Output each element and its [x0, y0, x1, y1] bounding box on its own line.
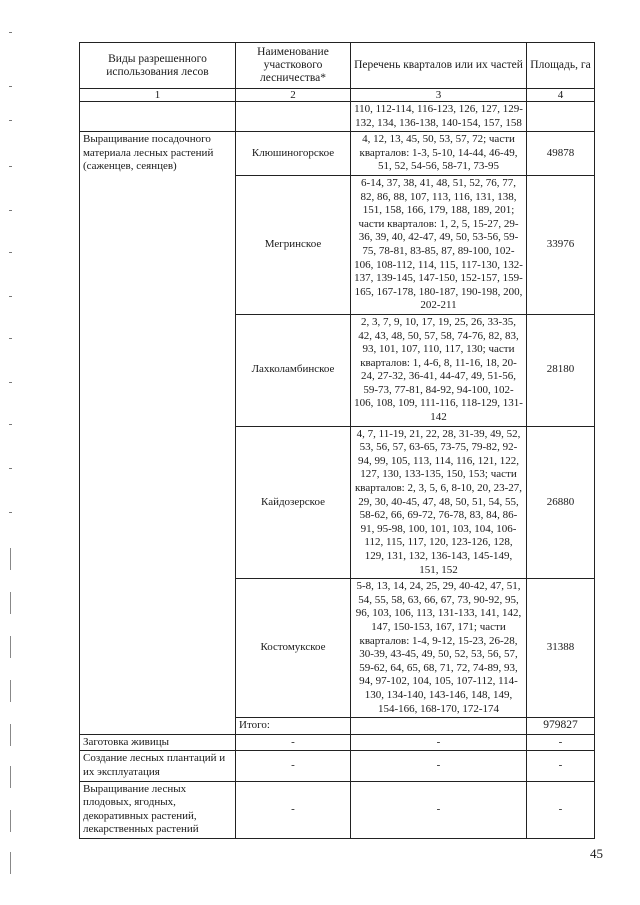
- column-number: 2: [236, 89, 351, 102]
- table-header-row: [80, 43, 595, 89]
- area-cell: -: [527, 734, 595, 751]
- table-row: [80, 132, 595, 176]
- scan-mark: [9, 338, 12, 339]
- use-cell: [80, 102, 236, 132]
- use-type-cell: Заготовка живицы: [80, 734, 236, 751]
- area-cell: -: [527, 781, 595, 838]
- column-number: 3: [351, 89, 527, 102]
- area-cell: 26880: [527, 426, 595, 579]
- forestry-cell: Клюшиногорское: [236, 132, 351, 176]
- total-area: 979827: [527, 718, 595, 735]
- column-number: 1: [80, 89, 236, 102]
- table-row: [80, 781, 595, 838]
- quarters-cell: 6-14, 37, 38, 41, 48, 51, 52, 76, 77, 82, 86, 88, 107, 113, 116, 131, 138, 151, 158, 166, 179, 188, 189, 201; части кварталов: 1, 2, 5, 15-27, 29-36, 39, 40, 42-47, 49, 50, 53-56, 59-75, 78-81, 83-85, 87, 89-100, 102-106, 108-112, 114, 115, 117-130, 132-137, 139-145, 147-150, 152-157, 159-165, 167-178, 180-187, 190-198, 200, 202-211: [351, 175, 527, 314]
- scan-mark: [9, 468, 12, 469]
- total-empty-cell: [351, 718, 527, 735]
- forestry-cell: -: [236, 751, 351, 781]
- header-quarters-list: Перечень кварталов или их частей: [351, 43, 527, 89]
- area-cell: 28180: [527, 314, 595, 426]
- scan-mark: [9, 424, 12, 425]
- forestry-cell: Кайдозерское: [236, 426, 351, 579]
- scan-mark: [9, 120, 12, 121]
- header-use-types: Виды разрешенного использования лесов: [80, 43, 236, 89]
- scan-mark: [10, 548, 11, 570]
- page-number: 45: [590, 846, 603, 861]
- column-number: 4: [527, 89, 595, 102]
- quarters-cell: -: [351, 781, 527, 838]
- quarters-cell: 4, 7, 11-19, 21, 22, 28, 31-39, 49, 52, 53, 56, 57, 63-65, 73-75, 79-82, 92-94, 99, 105, 113, 114, 116, 121, 122, 127, 130, 133-135, 150, 153; части кварталов: 2, 3, 5, 6, 8-10, 20, 23-27, 29, 30, 40-45, 47, 48, 50, 51, 54, 55, 58-62, 66, 69-72, 76-78, 83, 84, 86-91, 95-98, 100, 101, 103, 104, 106-112, 115, 117, 120, 123-126, 128, 129, 131, 132, 136-143, 145-149, 151, 152: [351, 426, 527, 579]
- scan-mark: [9, 512, 12, 513]
- area-cell: 31388: [527, 579, 595, 718]
- scan-mark: [10, 592, 11, 614]
- forestry-cell: -: [236, 734, 351, 751]
- scan-mark: [10, 636, 11, 658]
- quarters-cell: 110, 112-114, 116-123, 126, 127, 129-132, 134, 136-138, 140-154, 157, 158: [351, 102, 527, 132]
- forest-use-table: [79, 42, 595, 839]
- scan-mark: [9, 296, 12, 297]
- quarters-cell: 2, 3, 7, 9, 10, 17, 19, 25, 26, 33-35, 42, 43, 48, 50, 57, 58, 74-76, 82, 83, 93, 101, 107, 110, 117, 130; части кварталов: 1, 4-6, 8, 11-16, 18, 20-24, 27-32, 36-41, 44-47, 49, 51-56, 59-73, 77-81, 84-92, 94-100, 102-106, 108, 109, 111-116, 118-129, 131-142: [351, 314, 527, 426]
- table-row-continuation: [80, 102, 595, 132]
- scan-mark: [9, 210, 12, 211]
- scan-mark: [9, 86, 12, 87]
- scan-mark: [9, 252, 12, 253]
- scan-mark: [10, 766, 11, 788]
- forestry-cell: [236, 102, 351, 132]
- quarters-cell: 5-8, 13, 14, 24, 25, 29, 40-42, 47, 51, 54, 55, 58, 63, 66, 67, 73, 90-92, 95, 96, 103, 106, 113, 131-133, 141, 142, 147, 150-153, 167, 171; части кварталов: 1-4, 9-12, 15-23, 26-28, 30-39, 43-45, 49, 50, 52, 53, 56, 57, 59-62, 64, 65, 68, 71, 72, 74-89, 93, 94, 97-102, 104, 105, 107-112, 114-130, 134-140, 143-146, 148, 149, 154-166, 168-170, 172-174: [351, 579, 527, 718]
- quarters-cell: -: [351, 751, 527, 781]
- table-row: [80, 734, 595, 751]
- header-area: Площадь, га: [527, 43, 595, 89]
- use-type-cell: Выращивание посадочного материала лесных растений (саженцев, сеянцев): [80, 132, 236, 735]
- area-cell: 49878: [527, 132, 595, 176]
- forestry-cell: Лахколамбинское: [236, 314, 351, 426]
- scan-mark: [9, 166, 12, 167]
- column-number-row: [80, 89, 595, 102]
- use-type-cell: Выращивание лесных плодовых, ягодных, декоративных растений, лекарственных растений: [80, 781, 236, 838]
- total-label: Итого:: [236, 718, 351, 735]
- area-cell: -: [527, 751, 595, 781]
- forestry-cell: Мегринское: [236, 175, 351, 314]
- forestry-cell: -: [236, 781, 351, 838]
- forestry-cell: Костомукское: [236, 579, 351, 718]
- scan-mark: [10, 852, 11, 874]
- table-row: [80, 751, 595, 781]
- area-cell: 33976: [527, 175, 595, 314]
- scan-mark: [10, 724, 11, 746]
- scan-mark: [10, 810, 11, 832]
- use-type-cell: Создание лесных плантаций и их эксплуатация: [80, 751, 236, 781]
- scan-mark: [9, 32, 12, 33]
- scan-mark: [10, 680, 11, 702]
- quarters-cell: -: [351, 734, 527, 751]
- scan-mark: [9, 382, 12, 383]
- area-cell: [527, 102, 595, 132]
- quarters-cell: 4, 12, 13, 45, 50, 53, 57, 72; части кварталов: 1-3, 5-10, 14-44, 46-49, 51, 52, 54-56, 58-71, 73-95: [351, 132, 527, 176]
- header-forestry-name: Наименование участкового лесничества*: [236, 43, 351, 89]
